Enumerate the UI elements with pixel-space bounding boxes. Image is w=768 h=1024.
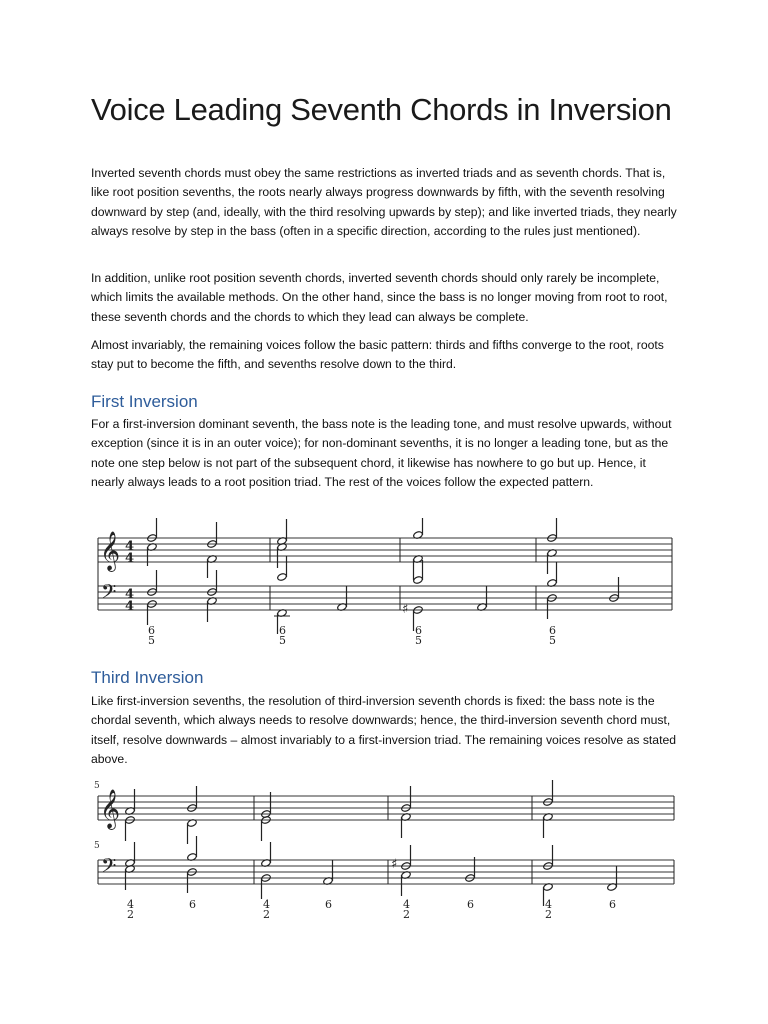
barlines [98,538,672,610]
intro-paragraph-3: Almost invariably, the remaining voices follow the basic pattern: thirds and fifths converge to the root, roots stay put to become the fifth, and sevenths resolve down to the third. [91,338,664,372]
barlines [98,796,674,884]
figure-top: 6 [415,624,422,637]
figure-bottom: 2 [545,908,552,921]
bass-clef-icon: 𝄢 [101,854,117,882]
figure-bottom: 5 [415,634,422,647]
figure-bottom: 5 [279,634,286,647]
treble-clef-icon: 𝄞 [100,789,121,829]
treble-staff [98,796,674,820]
notes [125,780,618,906]
figure-top: 6 [609,898,616,911]
figure-bottom: 5 [148,634,155,647]
section-heading-first-inversion: First Inversion [91,392,198,411]
notes [147,518,620,634]
first-inversion-text: For a first-inversion dominant seventh, the bass note is the leading tone, and must resolve upwards, without exception (since it is in an outer voice); for non-dominant sevenths, it is no longer a leading tone, but as the note one step below is not part of the subsequent chord, it likewise has nowhere to go but up. Hence, it nearly always leads to a root position triad. The rest of the voices follow the expected pattern. [91,417,672,489]
figure-top: 6 [549,624,556,637]
time-signature-top: 4 [125,587,135,602]
figure-top: 6 [189,898,196,911]
half-note [277,573,288,582]
figure-top: 6 [325,898,332,911]
figured-bass [148,624,556,647]
time-signature-bottom: 4 [125,599,135,614]
figure-bottom: 2 [127,908,134,921]
measure-number: 5 [94,781,100,791]
sharp-icon: ♯ [391,857,398,872]
half-note [413,576,424,585]
treble-clef-icon: 𝄞 [100,531,121,571]
section-heading-third-inversion: Third Inversion [91,668,204,687]
figure-bottom: 5 [549,634,556,647]
measure-number: 5 [94,841,100,851]
first-inversion-example [92,518,676,650]
time-signature-bottom: 4 [125,551,135,566]
figure-top: 4 [545,898,552,911]
figure-bottom: 2 [403,908,410,921]
third-inversion-example [92,776,678,924]
bass-staff [98,860,674,884]
figure-top: 6 [467,898,474,911]
bass-clef-icon: 𝄢 [101,580,117,608]
figure-top: 6 [279,624,286,637]
third-inversion-text: Like first-inversion sevenths, the resolution of third-inversion seventh chords is fixed: the bass note is the chordal seventh, which always needs to resolve downwards; hence, the third-inversion seventh chord must, itself, resolve downwards – almost invariably to a first-inversion triad. The remaining voices resolve as stated above. [91,694,677,766]
figure-top: 4 [263,898,270,911]
figured-bass [127,898,616,921]
time-signature-top: 4 [125,539,135,554]
bass-staff [98,586,672,610]
figure-top: 4 [403,898,410,911]
sharp-icon: ♯ [402,602,409,617]
figure-top: 6 [148,624,155,637]
figure-top: 4 [127,898,134,911]
intro-paragraph-2: In addition, unlike root position seventh chords, inverted seventh chords should only rarely be incomplete, which limits the available methods. On the other hand, since the bass is no longer moving from root to root, these seventh chords and the chords to which they lead can always be complete. [91,271,668,324]
intro-paragraph-1: Inverted seventh chords must obey the same restrictions as inverted triads and as seventh chords. That is, like root position sevenths, the roots nearly always progress downwards by fifth, with the seventh resolving downward by step (and, ideally, with the third resolving upwards by step); and like inverted triads, they nearly always resolve by step in the bass (often in a specific direction, according to the rules just mentioned). [91,166,677,238]
treble-staff [98,538,672,562]
page-title: Voice Leading Seventh Chords in Inversion [91,92,672,127]
figure-bottom: 2 [263,908,270,921]
